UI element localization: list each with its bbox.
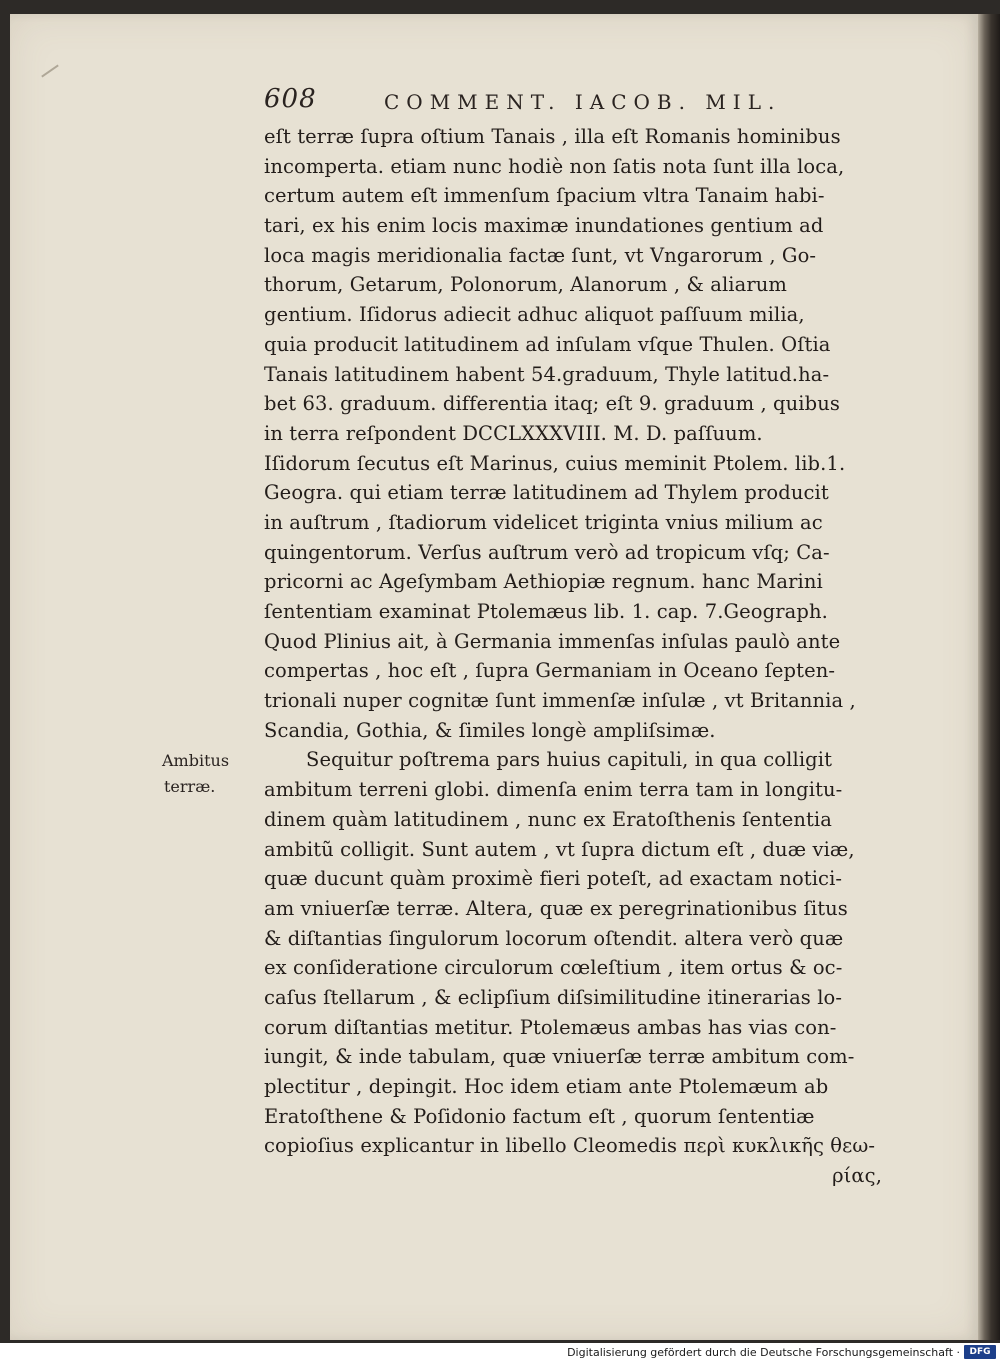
text-line: ρίας, [832,1164,882,1188]
text-line: Tanais latitudinem habent 54.graduum, Thyle latitud.ha- [264,362,830,386]
text-line: trionali nuper cognitæ ſunt immenſæ inſulæ , vt Britannia , [264,689,856,713]
text-line: eſt terræ ſupra oſtium Tanais , illa eſt Romanis hominibus [264,125,841,148]
text-line: quingentorum. Verſus auſtrum verò ad tropicum vſq; Ca- [264,540,830,564]
text-line: bet 63. graduum. differentia itaq; eſt 9. graduum , quibus [264,392,840,416]
text-line: Quod Plinius ait, à Germania immenſas inſulas paulò ante [264,629,841,653]
text-line: Iſidorum ſecutus eſt Marinus, cuius meminit Ptolem. lib.1. [264,451,846,475]
text-line: certum autem eſt immenſum ſpacium vltra Tanaim habi- [264,184,825,208]
dfg-logo-icon: DFG [964,1345,996,1359]
page-edge [978,14,1000,1340]
text-line: iungit, & inde tabulam, quæ vniuerſæ terræ ambitum com- [264,1045,855,1069]
text-line: in terra reſpondent DCCLXXXVIII. M. D. paſſuum. [264,421,763,445]
text-line: ambitũ colligit. Sunt autem , vt ſupra dictum eſt , duæ viæ, [264,837,855,861]
text-line: quia producit latitudinem ad inſulam vſque Thulen. Oſtia [264,332,831,356]
text-line: Scandia, Gothia, & ſimiles longè ampliſsimæ. [264,718,716,742]
margin-note-line: terræ. [164,777,216,796]
text-line: caſus ſtellarum , & eclipſium diſsimilitudine itinerarias lo- [264,985,843,1009]
text-line: tari, ex his enim locis maximæ inundationes gentium ad [264,214,824,238]
text-line: pricorni ac Ageſymbam Aethiopiæ regnum. hanc Marini [264,570,823,594]
text-line: ex conſideratione circulorum cœleſtium , item ortus & oc- [264,956,843,980]
text-line: plectitur , depingit. Hoc idem etiam ante Ptolemæum ab [264,1075,829,1098]
text-line: loca magis meridionalia factæ ſunt, vt Vngarorum , Go- [264,243,817,267]
text-line: Eratoſthene & Poſidonio factum eſt , quorum ſententiæ [264,1104,815,1128]
text-line: ſententiam examinat Ptolemæus lib. 1. cap. 7.Geograph. [264,600,828,623]
text-line: ambitum terreni globi. dimenſa enim terra tam in longitu- [264,778,843,802]
text-line: am vniuerſæ terræ. Altera, quæ ex peregrinationibus ſitus [264,896,848,920]
margin-note [162,748,257,800]
text-line: incomperta. etiam nunc hodiè non ſatis nota ſunt illa loca, [264,154,845,178]
text-line: & diſtantias ſingulorum locorum oſtendit. altera verò quæ [264,926,844,950]
page-header [264,84,904,124]
body-text [264,122,890,1191]
text-line: compertas , hoc eſt , ſupra Germaniam in Oceano ſepten- [264,659,836,683]
text-line: Geogra. qui etiam terræ latitudinem ad Thylem producit [264,481,829,505]
margin-note-line: Ambitus [162,751,230,770]
page-number: 608 [264,84,317,114]
text-line: corum diſtantias metitur. Ptolemæus ambas has vias con- [264,1015,837,1039]
footer-bar [0,1343,1000,1362]
text-line: gentium. Iſidorus adiecit adhuc aliquot paſſuum milia, [264,303,805,327]
text-line: quæ ducunt quàm proximè fieri poteſt, ad exactam notici- [264,867,843,891]
footer-credit: Digitalisierung gefördert durch die Deutsche Forschungsgemeinschaft · [567,1346,960,1359]
text-line: copioſius explicantur in libello Cleomedis περὶ κυκλικῆς θεω- [264,1134,876,1158]
text-line: thorum, Getarum, Polonorum, Alanorum , & aliarum [264,273,788,297]
running-head: COMMENT. IACOB. MIL. [384,90,782,114]
text-line: dinem quàm latitudinem , nunc ex Eratoſthenis ſententia [264,807,832,831]
text-line: in auſtrum , ſtadiorum videlicet triginta vnius milium ac [264,510,823,534]
text-line: Sequitur poſtrema pars huius capituli, in qua colligit [306,748,833,772]
